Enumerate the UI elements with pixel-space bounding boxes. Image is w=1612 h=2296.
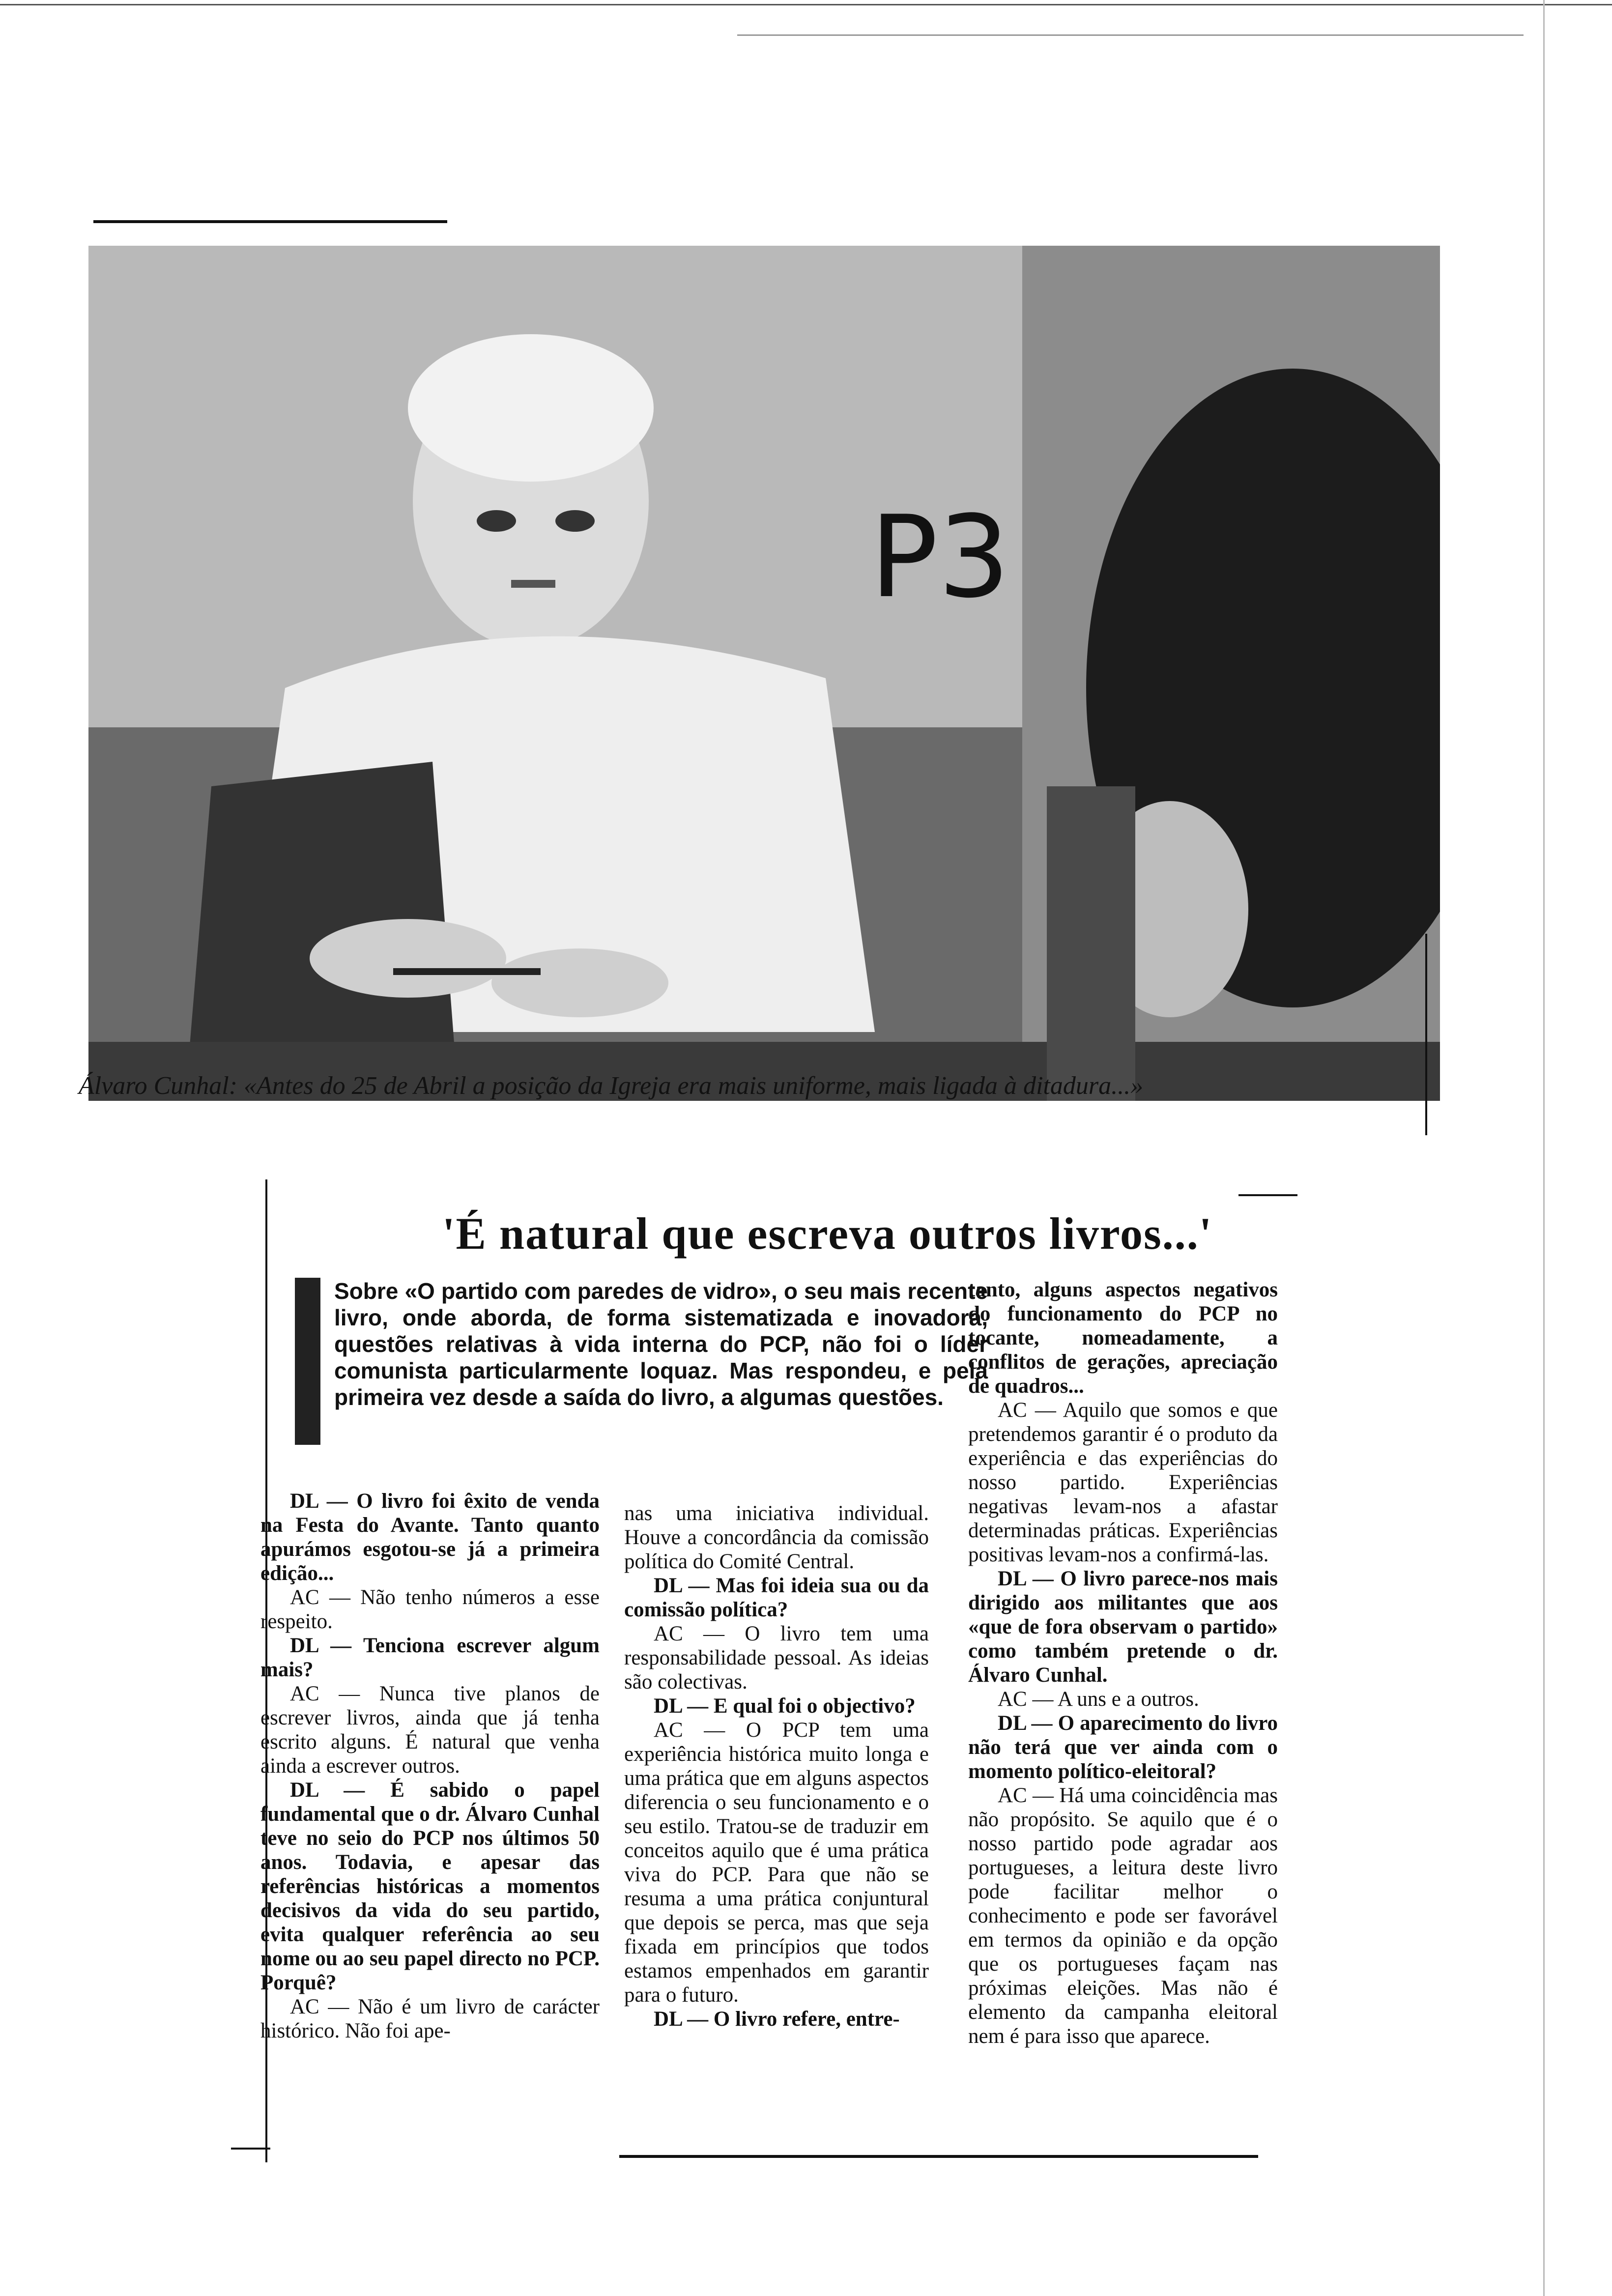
- paragraph: AC — Há uma coincidência mas não propósito. Se aquilo que é o nosso partido pode agradar aos portugueses, a leitura deste livro pode facilitar melhor o conhecimento e pode ser favorável em termos da opinião e da opção que os portugueses façam nas próximas eleições. Mas não é elemento da campanha eleitoral nem é para isso que aparece.: [968, 1784, 1278, 2048]
- paragraph: DL — E qual foi o objectivo?: [654, 1694, 916, 1718]
- paragraph: DL — O livro parece-nos mais dirigido aos militantes que aos «que de fora observam o partido» como também pretende o dr. Álvaro Cunhal.: [968, 1567, 1278, 1687]
- paragraph: nas uma iniciativa individual. Houve a concordância da comissão política do Comité Central.: [624, 1502, 929, 1573]
- photograph-illustration: [88, 246, 1440, 1101]
- paragraph: AC — A uns e a outros.: [998, 1688, 1199, 1711]
- photo-top-rule: [93, 220, 447, 223]
- article-column-3: [968, 1278, 1278, 2048]
- lede: Sobre «O partido com paredes de vidro», o seu mais recente livro, onde aborda, de forma sistematizada e inovadora, questões relativas à vida interna do PCP, não foi o líder comunista particularmente loquaz. Mas respondeu, e pela primeira vez desde a saída do livro, a algumas questões.: [334, 1278, 988, 1410]
- paragraph: tanto, alguns aspectos negativos do funcionamento do PCP no tocante, nomeadamente, a conflitos de gerações, apreciação de quadros...: [968, 1278, 1278, 1398]
- paragraph: DL — É sabido o papel fundamental que o dr. Álvaro Cunhal teve no seio do PCP nos últimos 50 anos. Todavia, e apesar das referências históricas a momentos decisivos da vida do seu partido, evita qualquer referência ao seu nome ou ao seu papel directo no PCP. Porquê?: [260, 1779, 600, 1994]
- scan-edge-line: [1543, 0, 1545, 2296]
- paragraph: AC — Aquilo que somos e que pretendemos garantir é o produto da experiência e das experiências do nosso partido. Experiências negativas levam-nos a afastar determinadas práticas. Experiências positivas levam-nos a confirmá-las.: [968, 1399, 1278, 1566]
- paragraph: AC — Não tenho números a esse respeito.: [260, 1586, 600, 1633]
- article-column-1: [260, 1489, 600, 2043]
- paragraph: AC — O livro tem uma responsabilidade pessoal. As ideias são colectivas.: [624, 1622, 929, 1693]
- scan-edge-line: [737, 34, 1524, 36]
- photograph: [88, 246, 1440, 1101]
- paragraph: DL — O livro foi êxito de venda na Festa do Avante. Tanto quanto apurámos esgotou-se já a primeira edição...: [260, 1490, 600, 1585]
- lede-bar: [295, 1278, 320, 1445]
- scan-edge-line: [0, 4, 1612, 5]
- paragraph: DL — O livro refere, entre-: [654, 2008, 900, 2031]
- caption-right-rule: [1425, 934, 1427, 1135]
- article-bottom-rule: [619, 2155, 1258, 2158]
- paragraph: DL — O aparecimento do livro não terá que ver ainda com o momento político-eleitoral?: [968, 1712, 1278, 1783]
- paragraph: AC — Não é um livro de carácter histórico. Não foi ape-: [260, 1995, 600, 2042]
- article-top-rule: [1238, 1194, 1297, 1196]
- paragraph: DL — Mas foi ideia sua ou da comissão política?: [624, 1574, 929, 1621]
- article-column-2: [624, 1501, 929, 2031]
- paragraph: AC — Nunca tive planos de escrever livros, ainda que já tenha escrito alguns. É natural que venha ainda a escrever outros.: [260, 1682, 600, 1778]
- paragraph: DL — Tenciona escrever algum mais?: [260, 1634, 600, 1681]
- photo-caption: Álvaro Cunhal: «Antes do 25 de Abril a posição da Igreja era mais uniforme, mais ligada à ditadura...»: [79, 1072, 1144, 1100]
- paragraph: AC — O PCP tem uma experiência histórica muito longa e uma prática que em alguns aspectos diferencia o seu funcionamento e o seu estilo. Tratou-se de traduzir em conceitos aquilo que é uma prática viva do PCP. Para que não se resuma a uma prática conjuntural que depois se perca, mas que seja fixada em princípios que todos estamos empenhados em garantir para o futuro.: [624, 1719, 929, 2007]
- headline: 'É natural que escreva outros livros...': [442, 1208, 1213, 1259]
- article-bottom-left-rule: [231, 2148, 270, 2150]
- handwritten-mark: P3: [870, 492, 1010, 623]
